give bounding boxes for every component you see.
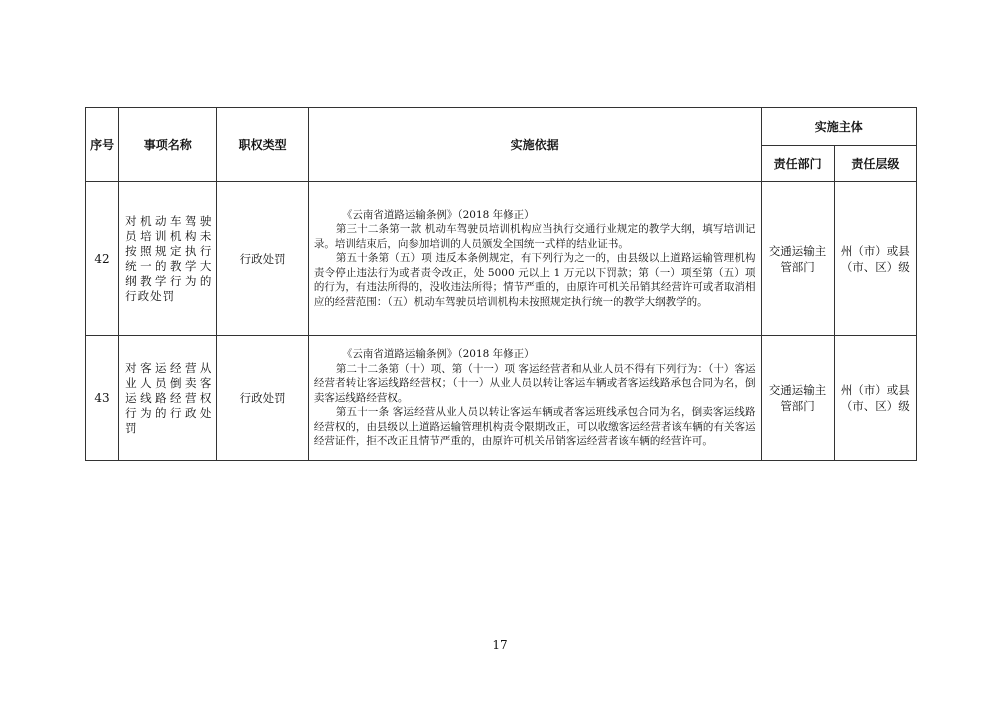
row-power-type: 行政处罚	[217, 336, 308, 461]
basis-paragraph: 第五十一条 客运经营从业人员以转让客运车辆或者客运班线承包合同为名，倒卖客运线路经营权的，由县级以上道路运输管理机构责令限期改正，可以收缴客运经营者该车辆的有关客运经营证件，拒不改正且情节严重的，由原许可机关吊销客运经营者该车辆的经营许可。	[313, 406, 756, 448]
basis-law-title: 《云南省道路运输条例》（2018 年修正）	[341, 348, 535, 361]
table-row	[86, 336, 917, 461]
row-seq: 43	[86, 336, 119, 461]
basis-paragraph: 第二十二条第（十）项、第（十一）项 客运经营者和从业人员不得有下列行为：（十）客运经营者转让客运线路经营权；（十一）从业人员以转让客运车辆或者客运线路承包合同为名，倒卖客运线路经营权。	[313, 362, 756, 404]
header-subject: 实施主体	[761, 108, 917, 146]
row-basis	[308, 336, 761, 461]
table-row	[86, 182, 917, 336]
basis-paragraph: 第三十二条第一款 机动车驾驶员培训机构应当执行交通行业规定的教学大纲，填写培训记录。培训结束后，向参加培训的人员颁发全国统一式样的结业证书。	[313, 223, 756, 250]
row-seq: 42	[86, 182, 119, 336]
row-level: 州（市）或县（市、区）级	[834, 336, 916, 461]
header-seq: 序号	[86, 108, 119, 182]
row-basis	[308, 182, 761, 336]
header-basis: 实施依据	[308, 108, 761, 182]
header-row-top	[86, 108, 917, 146]
page-number: 17	[492, 638, 508, 652]
header-item-name: 事项名称	[119, 108, 217, 182]
basis-law-title: 《云南省道路运输条例》（2018 年修正）	[341, 208, 535, 221]
row-dept: 交通运输主管部门	[761, 336, 834, 461]
row-item-name: 对机动车驾驶员培训机构未按照规定执行统一的教学大纲教学行为的行政处罚	[119, 182, 217, 336]
header-dept: 责任部门	[761, 146, 834, 182]
row-power-type: 行政处罚	[217, 182, 308, 336]
row-dept: 交通运输主管部门	[761, 182, 834, 336]
header-power-type: 职权类型	[217, 108, 308, 182]
row-level: 州（市）或县（市、区）级	[834, 182, 916, 336]
header-level: 责任层级	[834, 146, 916, 182]
enforcement-table	[85, 107, 917, 461]
row-item-name: 对客运经营从业人员倒卖客运线路经营权行为的行政处罚	[119, 336, 217, 461]
basis-paragraph: 第五十条第（五）项 违反本条例规定，有下列行为之一的，由县级以上道路运输管理机构责令停止违法行为或者责令改正，处 5000 元以上 1 万元以下罚款；第（一）项至第（五）项的行为，有违法所得的，没收违法所得；情节严重的，由原许可机关吊销其经营许可或者取消相应的经营范围：（五）机动车驾驶员培训机构未按照规定执行统一的教学大纲教学的。	[313, 252, 756, 308]
